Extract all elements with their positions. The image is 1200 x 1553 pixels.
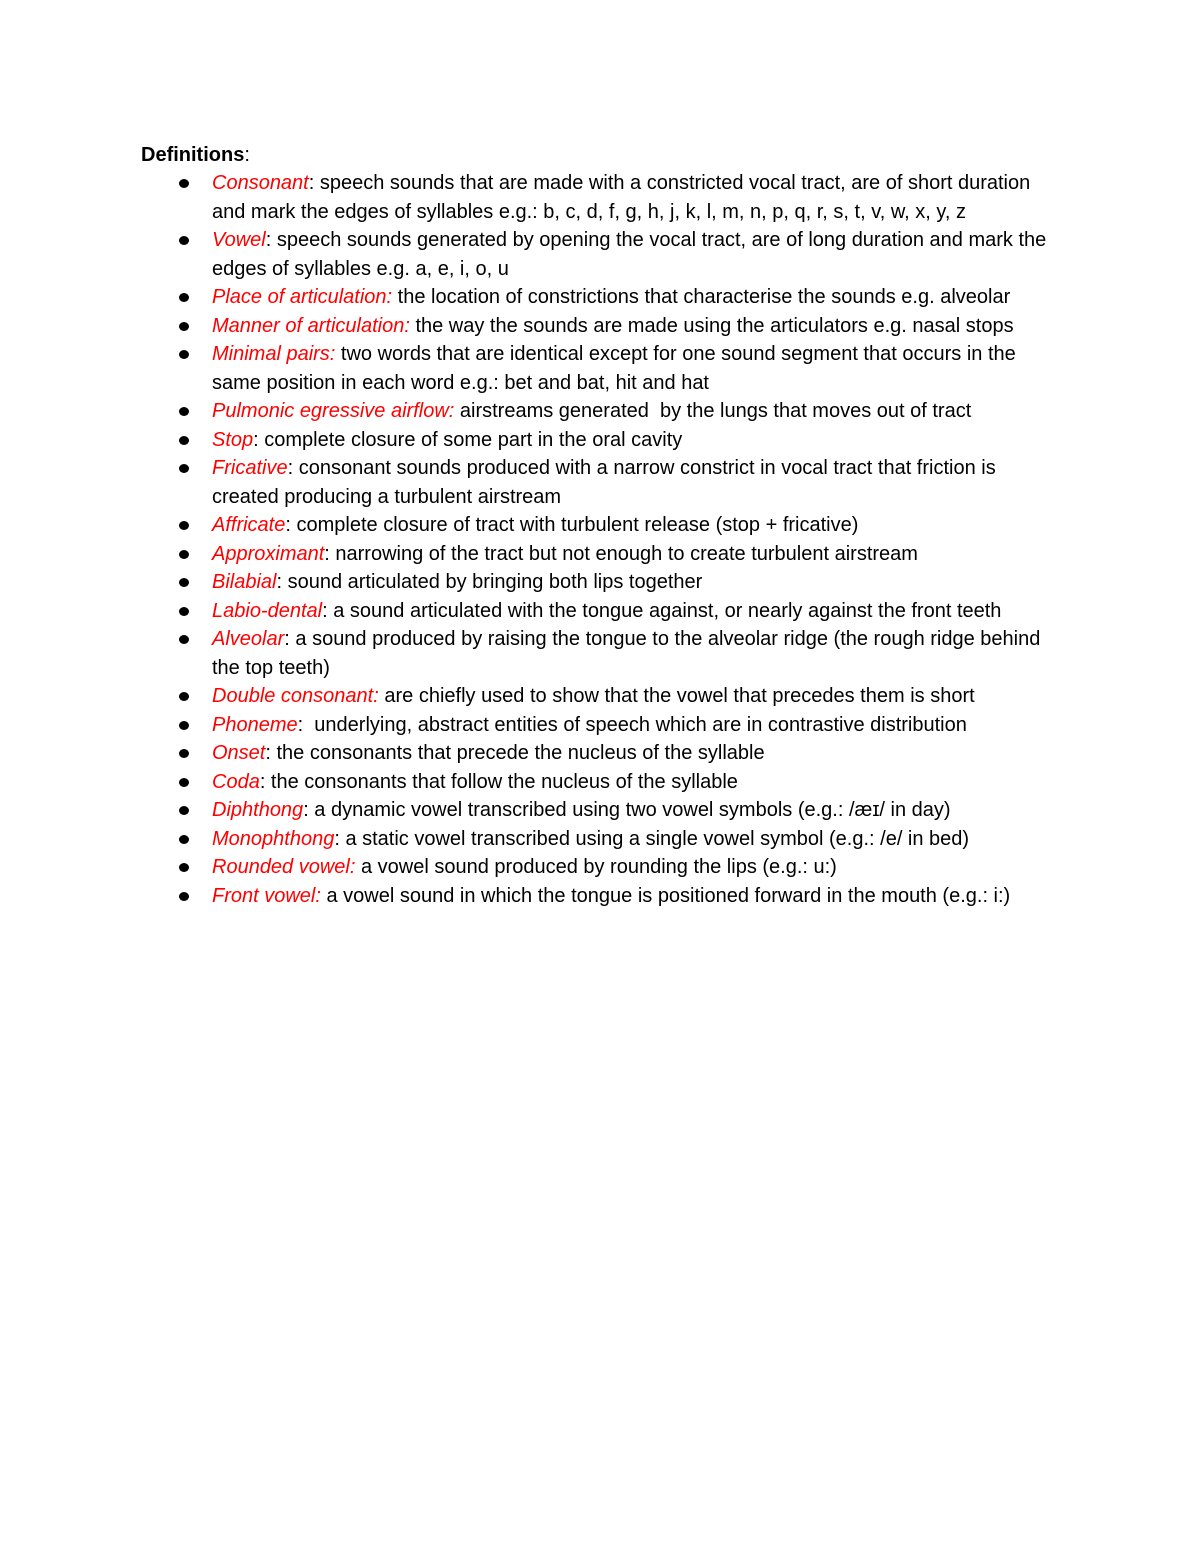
bullet-icon <box>179 778 189 787</box>
definition-separator: : <box>284 628 290 650</box>
definition-separator: : <box>322 599 328 622</box>
definition-separator: : <box>253 428 259 451</box>
definition-text: speech sounds generated by opening the vocal tract, are of long duration and mark the edges of syllables e.g. a, e, i, o, u <box>212 229 1052 280</box>
definition-term: Affricate <box>212 514 286 536</box>
bullet-icon <box>179 293 189 302</box>
definition-term: Place of articulation: <box>212 286 393 308</box>
definition-text: a vowel sound produced by rounding the lips (e.g.: u:) <box>355 856 837 878</box>
bullet-icon <box>179 464 189 473</box>
bullet-icon <box>179 863 189 872</box>
definition-text: underlying, abstract entities of speech which are in contrastive distribution <box>303 713 967 736</box>
bullet-icon <box>179 436 189 445</box>
definition-separator: : <box>265 742 271 764</box>
definition-item <box>141 625 1066 682</box>
definition-item <box>141 796 1066 825</box>
bullet-icon <box>179 806 189 815</box>
bullet-icon <box>179 892 189 901</box>
definition-term: Approximant <box>212 542 325 565</box>
bullet-icon <box>179 350 189 359</box>
definition-text: complete closure of tract with turbulent release (stop + fricative) <box>290 514 859 536</box>
definition-term: Front vowel: <box>212 884 321 907</box>
definition-item <box>141 340 1066 397</box>
bullet-icon <box>179 521 189 530</box>
bullet-icon <box>179 407 189 416</box>
definition-text: a sound produced by raising the tongue to the alveolar ridge (the rough ridge behind the top teeth) <box>212 628 1046 679</box>
definition-separator: : <box>324 542 330 565</box>
definition-term: Consonant <box>212 172 309 194</box>
definition-text: the consonants that precede the nucleus of the syllable <box>270 742 765 764</box>
heading-colon: : <box>244 144 250 166</box>
definition-item <box>141 568 1066 597</box>
definition-term: Double consonant: <box>212 685 379 707</box>
bullet-icon <box>179 550 189 559</box>
definition-term: Pulmonic egressive airflow: <box>212 400 455 422</box>
definition-term: Vowel <box>212 229 266 251</box>
definition-term: Fricative <box>212 457 288 479</box>
definition-text: the location of constrictions that characterise the sounds e.g. alveolar <box>392 286 1011 308</box>
definition-term: Onset <box>212 742 266 764</box>
definition-item <box>141 882 1066 911</box>
definition-item <box>141 711 1066 740</box>
bullet-icon <box>179 236 189 245</box>
definition-item <box>141 169 1066 226</box>
definition-term: Monophthong <box>212 827 335 850</box>
definition-separator: : <box>265 229 272 251</box>
definition-text: the way the sounds are made using the articulators e.g. nasal stops <box>409 314 1014 337</box>
definition-item <box>141 454 1066 511</box>
definition-separator: : <box>334 827 340 850</box>
bullet-icon <box>179 179 189 188</box>
definition-text: airstreams generated by the lungs that moves out of tract <box>454 400 972 422</box>
definition-text: a dynamic vowel transcribed using two vowel symbols (e.g.: /æɪ/ in day) <box>308 799 951 821</box>
definition-separator: : <box>287 457 294 479</box>
heading-title: Definitions <box>141 144 245 166</box>
definition-text: two words that are identical except for one sound segment that occurs in the same position in each word e.g.: bet and bat, hit and hat <box>212 343 1022 394</box>
definition-text: complete closure of some part in the oral cavity <box>258 428 683 451</box>
definition-term: Coda <box>212 770 260 793</box>
definition-item <box>141 768 1066 797</box>
definition-separator: : <box>297 713 304 736</box>
definition-item <box>141 739 1066 768</box>
definition-item <box>141 853 1066 882</box>
bullet-icon <box>179 578 189 587</box>
definition-term: Rounded vowel: <box>212 856 356 878</box>
definition-item <box>141 283 1066 312</box>
definition-item <box>141 426 1066 455</box>
definition-separator: : <box>303 799 309 821</box>
definition-term: Manner of articulation: <box>212 314 410 337</box>
definition-term: Phoneme <box>212 713 298 736</box>
definition-text: are chiefly used to show that the vowel that precedes them is short <box>378 685 975 707</box>
definition-term: Labio-dental <box>212 599 323 622</box>
definition-item <box>141 226 1066 283</box>
definition-item <box>141 312 1066 341</box>
definition-term: Stop <box>212 428 254 451</box>
definition-item <box>141 825 1066 854</box>
definition-separator: : <box>285 514 291 536</box>
bullet-icon <box>179 607 189 616</box>
definition-text: a static vowel transcribed using a single vowel symbol (e.g.: /e/ in bed) <box>339 827 970 850</box>
definition-item <box>141 682 1066 711</box>
definition-term: Alveolar <box>212 628 285 650</box>
definition-text: a vowel sound in which the tongue is positioned forward in the mouth (e.g.: i:) <box>320 884 1011 907</box>
bullet-icon <box>179 692 189 701</box>
definition-item <box>141 511 1066 540</box>
definition-text: a sound articulated with the tongue against, or nearly against the front teeth <box>327 599 1002 622</box>
definitions-heading <box>141 141 250 169</box>
definition-term: Minimal pairs: <box>212 343 336 365</box>
definition-separator: : <box>276 571 283 593</box>
definition-item <box>141 397 1066 426</box>
definitions-list <box>141 169 1066 910</box>
definition-text: the consonants that follow the nucleus of the syllable <box>265 770 738 793</box>
bullet-icon <box>179 721 189 730</box>
definition-text: sound articulated by bringing both lips together <box>282 571 703 593</box>
definition-separator: : <box>259 770 266 793</box>
bullet-icon <box>179 322 189 331</box>
bullet-icon <box>179 635 189 644</box>
definition-text: consonant sounds produced with a narrow constrict in vocal tract that friction is created producing a turbulent airstream <box>212 457 1002 508</box>
definition-text: speech sounds that are made with a constricted vocal tract, are of short duration and mark the edges of syllables e.g.: b, c, d, f, g, h, j, k, l, m, n, p, q, r, s, t, v, w, x, y, z <box>212 172 1036 223</box>
bullet-icon <box>179 835 189 844</box>
bullet-icon <box>179 749 189 758</box>
definition-text: narrowing of the tract but not enough to create turbulent airstream <box>329 542 918 565</box>
definition-term: Bilabial <box>212 571 277 593</box>
definition-item <box>141 540 1066 569</box>
definition-item <box>141 597 1066 626</box>
definition-separator: : <box>308 172 315 194</box>
definition-term: Diphthong <box>212 799 304 821</box>
